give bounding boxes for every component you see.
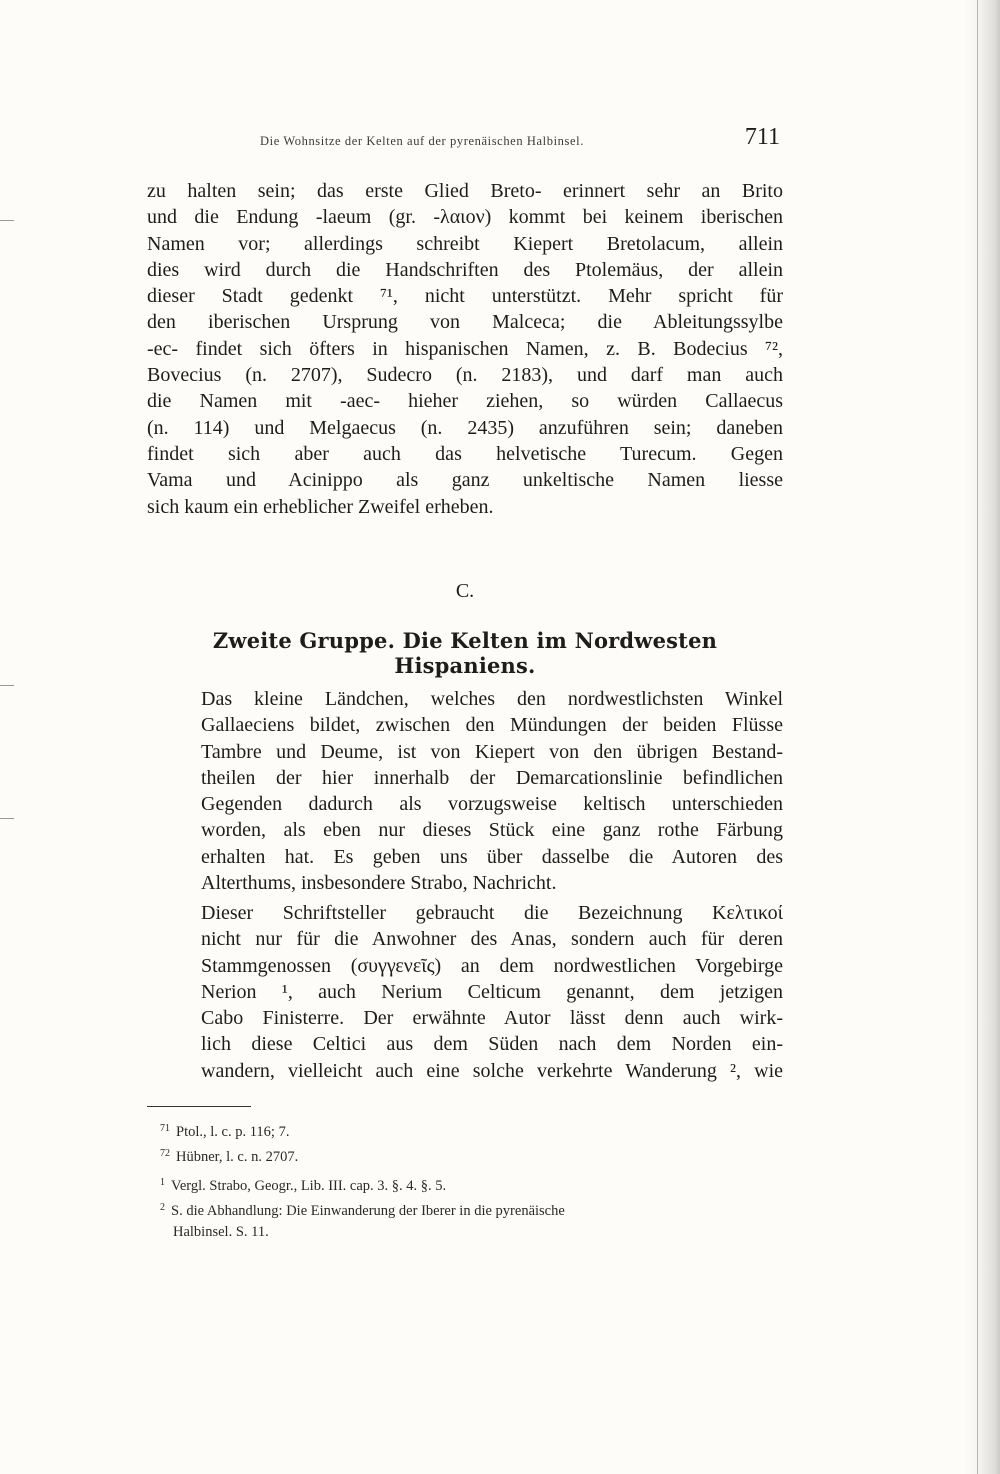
margin-mark (0, 220, 14, 221)
section-title: Zweite Gruppe. Die Kelten im Nordwesten Hispaniens. (212, 628, 718, 678)
text-line: die Namen mit -aec- hieher ziehen, so würden Callaecus (147, 390, 783, 413)
text-line: Nerion ¹, auch Nerium Celticum genannt, dem jetzigen (201, 980, 783, 1003)
margin-mark (0, 685, 14, 686)
margin-mark (0, 818, 14, 819)
footnote (160, 1197, 766, 1222)
text-line: Bovecius (n. 2707), Sudecro (n. 2183), und darf man auch (147, 364, 783, 387)
text-line: nicht nur für die Anwohner des Anas, sondern auch für deren (201, 928, 783, 951)
text-line: Tambre und Deume, ist von Kiepert von den übrigen Bestand- (201, 740, 783, 763)
text-line: Dieser Schriftsteller gebraucht die Bezeichnung Κελτικοί (201, 902, 783, 924)
footnote (160, 1172, 766, 1197)
page-number: 711 (744, 124, 780, 150)
text-line: dieser Stadt gedenkt ⁷¹, nicht unterstützt. Mehr spricht für (147, 285, 783, 308)
text-line: den iberischen Ursprung von Malceca; die Ableitungssylbe (147, 311, 783, 334)
text-line: sich kaum ein erheblicher Zweifel erheben. (147, 495, 494, 518)
footnote-continuation (160, 1222, 766, 1243)
text-line: dies wird durch die Handschriften des Ptolemäus, der allein (147, 258, 783, 281)
paragraph (147, 900, 783, 1084)
footnote (160, 1143, 766, 1168)
text-line: erhalten hat. Es geben uns über dasselbe die Autoren des (201, 845, 783, 868)
text-line: worden, als eben nur dieses Stück eine ganz rothe Färbung (201, 819, 783, 842)
footnote-text: S. die Abhandlung: Die Einwanderung der Iberer in die pyrenäische (171, 1203, 565, 1219)
text-line: zu halten sein; das erste Glied Breto- erinnert sehr an Brito (147, 180, 783, 202)
running-head: Die Wohnsitze der Kelten auf der pyrenäischen Halbinsel. (260, 134, 584, 148)
footnote-mark: 2 (160, 1202, 165, 1213)
page-header (150, 120, 780, 160)
footnote-mark: 72 (160, 1148, 170, 1159)
text-line: Das kleine Ländchen, welches den nordwestlichsten Winkel (201, 688, 783, 710)
footnote-text: Vergl. Strabo, Geogr., Lib. III. cap. 3. §. 4. §. 5. (171, 1178, 447, 1194)
text-line: theilen der hier innerhalb der Demarcationslinie befindlichen (201, 766, 783, 789)
text-line: lich diese Celtici aus dem Süden nach dem Norden ein- (201, 1033, 783, 1056)
page-edge-shadow (964, 0, 1000, 1474)
text-line: und die Endung -laeum (gr. -λαιον) kommt bei keinem iberischen (147, 206, 783, 229)
page-edge-line (977, 0, 978, 1474)
text-line: wandern, vielleicht auch eine solche verkehrte Wanderung ², wie (201, 1059, 783, 1082)
text-line: Gegenden dadurch als vorzugsweise keltisch unterschieden (201, 793, 783, 816)
footnote (160, 1118, 766, 1143)
paragraph (147, 686, 783, 896)
footnote-text: Hübner, l. c. n. 2707. (176, 1149, 299, 1165)
text-line: Gallaeciens bildet, zwischen den Mündungen der beiden Flüsse (201, 714, 783, 737)
text-line: Stammgenossen (συγγενεῖς) an dem nordwestlichen Vorgebirge (201, 954, 783, 977)
text-line: Namen vor; allerdings schreibt Kiepert Bretolacum, allein (147, 232, 783, 255)
footnotes (160, 1118, 766, 1243)
text-line: (n. 114) und Melgaecus (n. 2435) anzuführen sein; daneben (147, 416, 783, 439)
text-line: Alterthums, insbesondere Strabo, Nachricht. (201, 872, 557, 895)
footnote-mark: 71 (160, 1123, 170, 1134)
footnote-text: Ptol., l. c. p. 116; 7. (176, 1124, 290, 1140)
text-line: Cabo Finisterre. Der erwähnte Autor lässt denn auch wirk- (201, 1007, 783, 1030)
text-line: -ec- findet sich öfters in hispanischen Namen, z. B. Bodecius ⁷², (147, 337, 783, 360)
paragraph-continuation (147, 178, 783, 520)
footnote-text: Halbinsel. S. 11. (173, 1224, 269, 1240)
section-letter: C. (455, 580, 475, 602)
footnote-mark: 1 (160, 1177, 165, 1188)
text-line: Vama und Acinippo als ganz unkeltische Namen liesse (147, 469, 783, 492)
text-line: findet sich aber auch das helvetische Turecum. Gegen (147, 442, 783, 465)
footnote-rule (147, 1106, 251, 1107)
